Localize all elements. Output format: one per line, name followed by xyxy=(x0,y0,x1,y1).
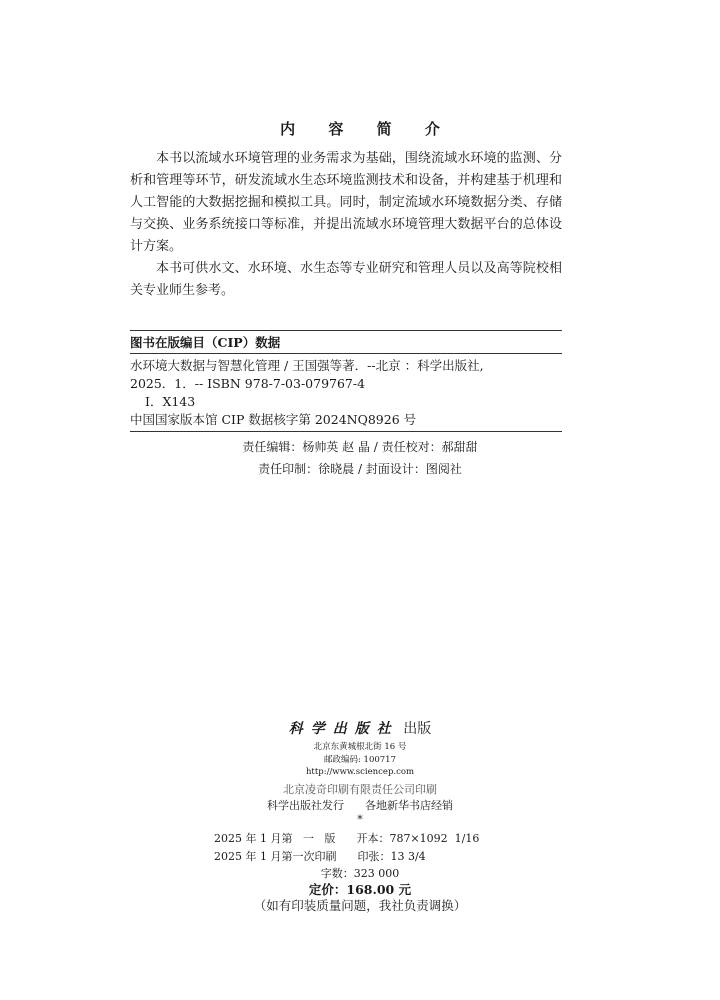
distribution-line: 科学出版社发行 各地新华书店经销 xyxy=(267,799,453,812)
cip-heading: 图书在版编目（CIP）数据 xyxy=(130,335,281,350)
separator-star: * xyxy=(357,813,363,826)
summary-paragraph-1: 本书以流域水环境管理的业务需求为基础，围绕流域水环境的监测、分析和管理等环节，研发流域水生态环境监测技术和设备，并构建基于机理和人工智能的大数据挖掘和模拟工具。同时，制定流域水环境数据分类、存储与交换、业务系统接口等标准，并提出流域水环境管理大数据平台的总体设计方案。 xyxy=(130,151,562,254)
cip-record-number: 中国国家版本馆 CIP 数据核字第 2024NQ8926 号 xyxy=(130,412,417,427)
cip-title-line: 水环境大数据与智慧化管理 / 王国强等著．--北京 ：科学出版社, xyxy=(130,358,484,373)
credits-editors: 责任编辑：杨帅英 赵 晶 / 责任校对：郝甜甜 xyxy=(242,440,478,454)
summary-paragraph-2: 本书可供水文、水环境、水生态等专业研究和管理人员以及高等院校相关专业师生参考。 xyxy=(130,261,562,298)
summary-body xyxy=(130,148,562,302)
summary-title: 内 容 简 介 xyxy=(280,120,454,138)
publisher-logo: 科学出版社 xyxy=(288,721,399,737)
publisher-url: http://www.sciencep.com xyxy=(305,767,415,777)
publisher-suffix: 出版 xyxy=(403,721,432,737)
credits-production: 责任印制：徐晓晨 / 封面设计：图阅社 xyxy=(258,462,462,476)
price: 定价：168.00 元 xyxy=(308,882,412,897)
cip-heading-rule xyxy=(130,353,562,354)
cip-classification-line: Ⅰ．X143 xyxy=(145,394,196,409)
cip-top-rule xyxy=(130,330,562,331)
cip-isbn-line: 2025．1．-- ISBN 978-7-03-079767-4 xyxy=(130,376,366,391)
printing-row: 2025 年 1 月第一次印刷 印张：13 3/4 xyxy=(214,850,426,863)
word-count: 字数：323 000 xyxy=(320,867,400,880)
publisher-postcode: 邮政编码: 100717 xyxy=(323,755,396,765)
edition-row: 2025 年 1 月第 一 版 开本：787×1092 1/16 xyxy=(214,832,480,845)
publisher-address: 北京东黄城根北街 16 号 xyxy=(313,742,407,752)
publisher-name xyxy=(0,718,720,738)
quality-note: （如有印装质量问题，我社负责调换） xyxy=(253,898,467,913)
printer-line: 北京凌奇印刷有限责任公司印刷 xyxy=(283,783,437,796)
cip-bottom-rule xyxy=(130,431,562,432)
